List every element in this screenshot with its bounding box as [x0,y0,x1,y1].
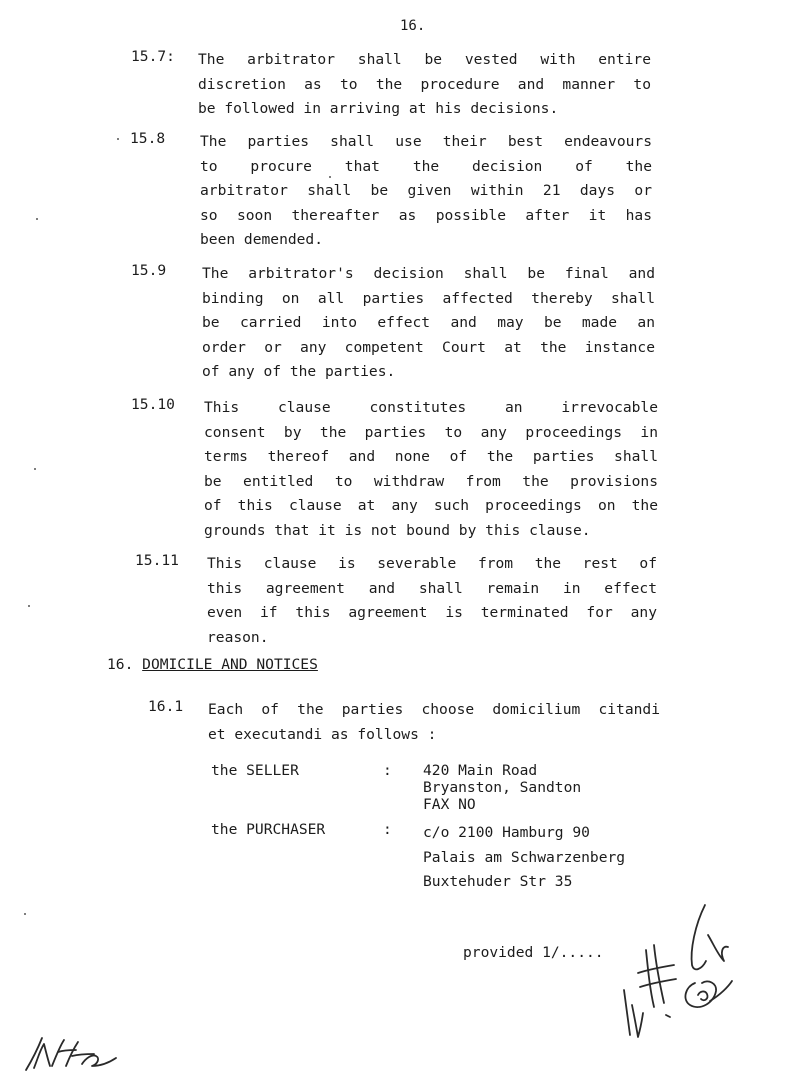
scan-speck [28,605,30,607]
address-colon: : [383,762,392,779]
address-lines [423,762,581,813]
clause-line: arbitrator shall be given within 21 days or [200,182,652,199]
clause-number: 15.9 [131,262,167,279]
signature-initials-right [610,895,750,1045]
address-label: the SELLER [211,762,299,779]
clause-line: consent by the parties to any proceedings in [204,423,658,441]
clause-line: even if this agreement is terminated for any [207,604,657,621]
clause-line: order or any competent Court at the instance [202,338,655,356]
clause-line: This clause constitutes an irrevocable [204,399,658,416]
scan-speck [117,138,119,140]
section-number: 16. [107,656,134,673]
address-line: c/o 2100 Hamburg 90 [423,824,590,841]
clause-line: been demended. [200,231,324,248]
clause-line: be followed in arriving at his decisions. [198,100,559,117]
clause-line: terms thereof and none of the parties shall [204,448,658,465]
clause-line: of any of the parties. [202,363,396,380]
address-lines [423,821,625,895]
clause-line: of this clause at any such proceedings on the [204,497,658,514]
clause-number: 15.7: [131,48,175,65]
section-title: DOMICILE AND NOTICES [142,656,318,673]
address-line: Buxtehuder Str 35 [423,873,573,890]
clause-line: This clause is severable from the rest of [207,555,657,572]
address-colon: : [383,821,392,838]
clause-text [202,262,655,385]
clause-line: binding on all parties affected thereby shall [202,289,655,307]
signature-initials-left [22,1030,122,1080]
clause-line: to procure that the decision of the [200,157,652,175]
scan-speck [34,468,36,470]
address-line: Palais am Schwarzenberg [423,848,626,866]
section-heading [107,656,318,673]
clause-number: 15.8 [130,130,166,147]
address-label: the PURCHASER [211,821,326,838]
clause-line: The parties shall use their best endeavours [200,133,652,150]
scan-speck [24,913,26,915]
address-line: 420 Main Road [423,762,538,779]
clause-text [198,48,651,122]
clause-line: be entitled to withdraw from the provisions [204,472,658,490]
clause-text [200,130,652,253]
address-line: Bryanston, Sandton [423,779,582,796]
clause-text [208,698,660,747]
clause-text [207,552,657,650]
clause-line: so soon thereafter as possible after it has [200,206,652,224]
clause-text [204,396,658,543]
clause-number: 16.1 [148,698,184,715]
clause-line: discretion as to the procedure and manner to [198,75,651,93]
clause-number: 15.11 [135,552,179,569]
clause-line: grounds that it is not bound by this clause. [204,521,591,539]
clause-line: be carried into effect and may be made an [202,314,655,331]
clause-line: this agreement and shall remain in effect [207,579,657,597]
clause-line: reason. [207,628,269,646]
clause-number: 15.10 [131,396,175,413]
page-number: 16. [400,18,426,34]
scan-speck [36,218,38,220]
address-line: FAX NO [423,796,476,813]
clause-line: The arbitrator shall be vested with entire [198,51,651,68]
clause-line: The arbitrator's decision shall be final and [202,265,655,282]
scan-speck [329,176,331,178]
continuation-text: provided 1/..... [463,944,604,961]
clause-line: Each of the parties choose domicilium citandi [208,701,660,718]
clause-line: et executandi as follows : [208,725,437,743]
